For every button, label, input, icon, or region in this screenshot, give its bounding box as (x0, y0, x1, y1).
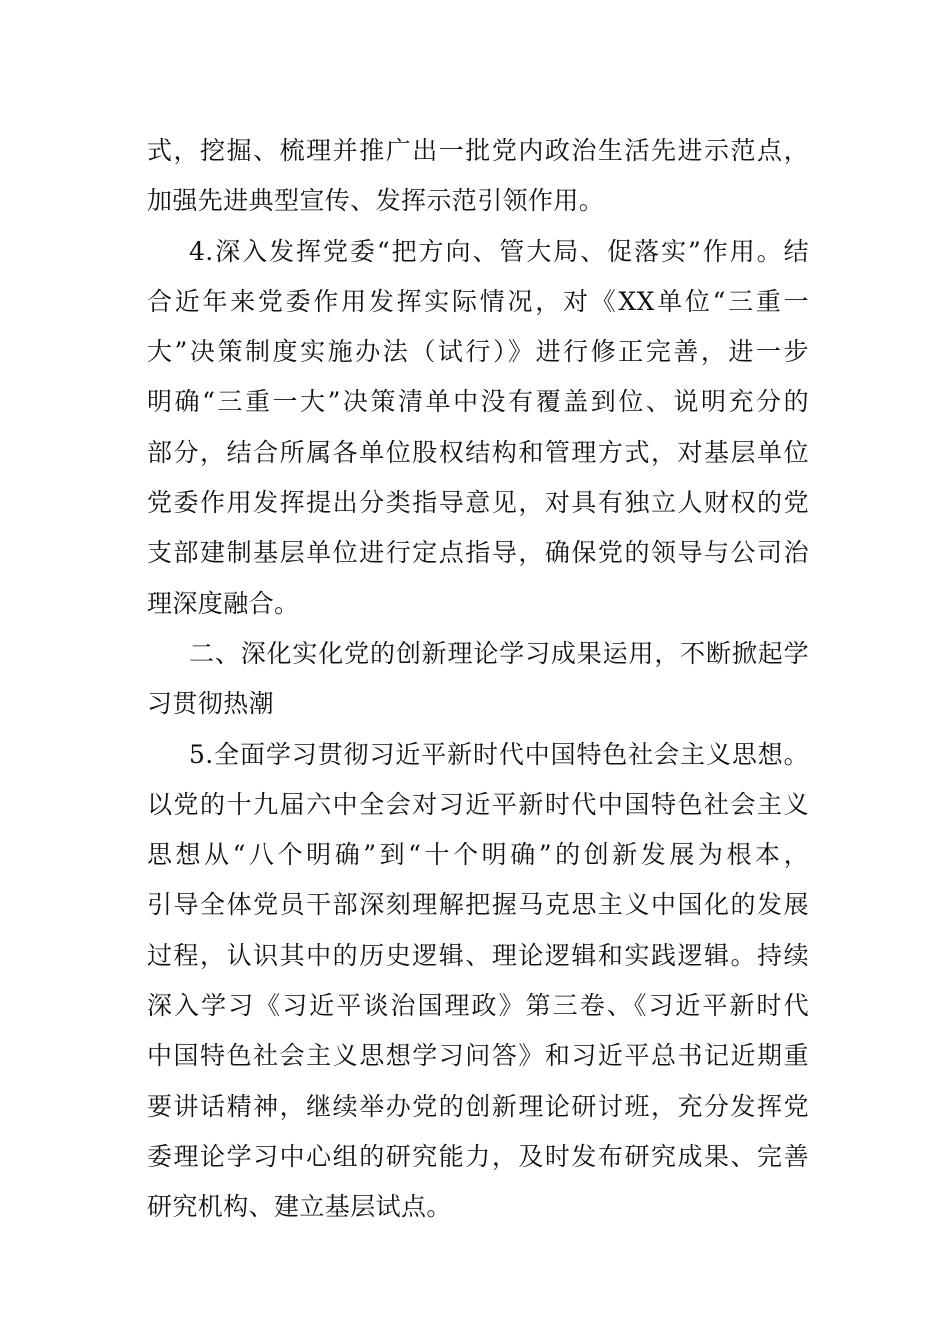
paragraph-continuation (147, 126, 809, 227)
text-line: 研究机构、建立基层试点。 (147, 1192, 452, 1222)
text-line: 过程，认识其中的历史逻辑、理论逻辑和实践逻辑。持续 (147, 940, 809, 970)
text-line: 5.全面学习贯彻习近平新时代中国特色社会主义思想。 (189, 739, 809, 769)
text-line: 党委作用发挥提出分类指导意见，对具有独立人财权的党 (147, 488, 809, 518)
document-body (147, 126, 809, 1233)
text-line: 部分，结合所属各单位股权结构和管理方式，对基层单位 (147, 437, 809, 467)
text-line: 中国特色社会主义思想学习问答》和习近平总书记近期重 (147, 1041, 809, 1071)
text-line: 深入学习《习近平谈治国理政》第三卷、《习近平新时代 (147, 991, 809, 1021)
text-line: 大”决策制度实施办法（试行）》进行修正完善，进一步 (147, 337, 809, 367)
text-line: 合近年来党委作用发挥实际情况，对《XX单位“三重一 (147, 286, 809, 316)
text-line: 委理论学习中心组的研究能力，及时发布研究成果、完善 (147, 1141, 809, 1171)
text-line: 思想从“八个明确”到“十个明确”的创新发展为根本， (147, 840, 809, 870)
text-line: 4.深入发挥党委“把方向、管大局、促落实”作用。结 (189, 236, 809, 266)
text-line: 引导全体党员干部深刻理解把握马克思主义中国化的发展 (147, 890, 809, 920)
text-line: 明确“三重一大”决策清单中没有覆盖到位、说明充分的 (147, 387, 809, 417)
text-line: 加强先进典型宣传、发挥示范引领作用。 (147, 186, 605, 216)
text-line: 二、深化实化党的创新理论学习成果运用，不断掀起学 (189, 638, 809, 668)
text-line: 要讲话精神，继续举办党的创新理论研讨班，充分发挥党 (147, 1091, 809, 1121)
text-line: 式，挖掘、梳理并推广出一批党内政治生活先进示范点， (147, 136, 809, 165)
text-line: 理深度融合。 (147, 588, 300, 618)
paragraph-item-4 (147, 227, 809, 629)
text-line: 支部建制基层单位进行定点指导，确保党的领导与公司治 (147, 538, 809, 568)
text-line: 以党的十九届六中全会对习近平新时代中国特色社会主义 (147, 789, 809, 819)
section-heading-2 (147, 629, 809, 730)
text-line: 习贯彻热潮 (147, 689, 275, 719)
paragraph-item-5 (147, 730, 809, 1233)
